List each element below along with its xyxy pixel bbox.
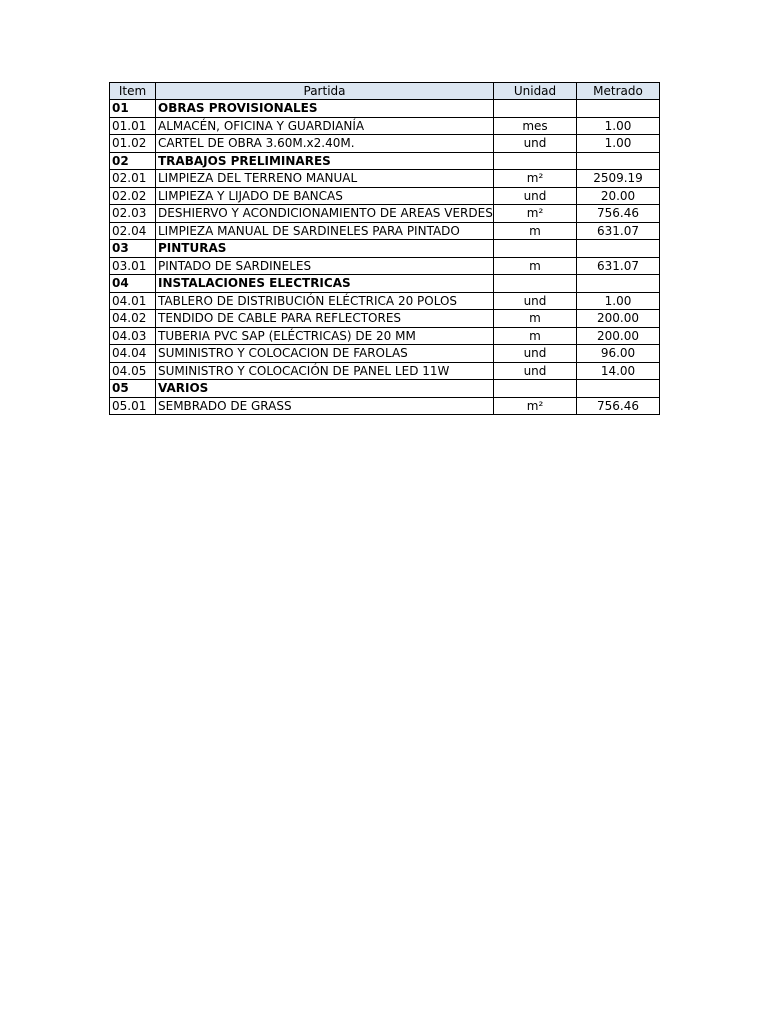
partida-cell: PINTADO DE SARDINELES	[156, 257, 494, 275]
partida-cell: OBRAS PROVISIONALES	[156, 100, 494, 118]
unidad-cell: m²	[494, 170, 577, 188]
unidad-cell: m	[494, 257, 577, 275]
table-row	[110, 345, 660, 363]
item-cell: 04.05	[110, 362, 156, 380]
table-row	[110, 117, 660, 135]
unidad-cell	[494, 100, 577, 118]
unidad-cell: und	[494, 362, 577, 380]
item-cell: 04.01	[110, 292, 156, 310]
table-row	[110, 205, 660, 223]
item-cell: 01	[110, 100, 156, 118]
metrado-cell: 200.00	[577, 327, 660, 345]
metrado-cell: 631.07	[577, 257, 660, 275]
metrado-cell: 1.00	[577, 135, 660, 153]
table-row	[110, 257, 660, 275]
item-cell: 04.02	[110, 310, 156, 328]
item-cell: 04.04	[110, 345, 156, 363]
metrado-cell	[577, 100, 660, 118]
metrado-sheet	[109, 82, 659, 415]
table-header	[110, 83, 660, 100]
partida-cell: INSTALACIONES ELECTRICAS	[156, 275, 494, 293]
unidad-cell: m	[494, 310, 577, 328]
table-row	[110, 362, 660, 380]
metrado-cell	[577, 152, 660, 170]
table-group-row	[110, 380, 660, 398]
metrado-cell	[577, 240, 660, 258]
table-row	[110, 397, 660, 415]
metrado-cell	[577, 275, 660, 293]
table-group-row	[110, 240, 660, 258]
unidad-cell: m	[494, 222, 577, 240]
item-cell: 03.01	[110, 257, 156, 275]
item-cell: 04.03	[110, 327, 156, 345]
partida-cell: SUMINISTRO Y COLOCACION DE FAROLAS	[156, 345, 494, 363]
metrado-cell: 200.00	[577, 310, 660, 328]
partida-cell: SUMINISTRO Y COLOCACIÓN DE PANEL LED 11W	[156, 362, 494, 380]
metrado-cell: 756.46	[577, 397, 660, 415]
header-metrado: Metrado	[577, 83, 660, 100]
metrado-cell: 756.46	[577, 205, 660, 223]
item-cell: 05	[110, 380, 156, 398]
table-row	[110, 170, 660, 188]
item-cell: 02.01	[110, 170, 156, 188]
partida-cell: TENDIDO DE CABLE PARA REFLECTORES	[156, 310, 494, 328]
partida-cell: VARIOS	[156, 380, 494, 398]
item-cell: 05.01	[110, 397, 156, 415]
metrado-cell: 96.00	[577, 345, 660, 363]
table-row	[110, 310, 660, 328]
header-row	[110, 83, 660, 100]
partida-cell: TUBERIA PVC SAP (ELÉCTRICAS) DE 20 MM	[156, 327, 494, 345]
table-row	[110, 187, 660, 205]
partida-cell: LIMPIEZA Y LIJADO DE BANCAS	[156, 187, 494, 205]
item-cell: 01.02	[110, 135, 156, 153]
item-cell: 04	[110, 275, 156, 293]
metrado-cell: 1.00	[577, 117, 660, 135]
metrado-cell: 20.00	[577, 187, 660, 205]
partida-cell: SEMBRADO DE GRASS	[156, 397, 494, 415]
unidad-cell: und	[494, 292, 577, 310]
unidad-cell: m	[494, 327, 577, 345]
unidad-cell: und	[494, 345, 577, 363]
unidad-cell: m²	[494, 205, 577, 223]
unidad-cell	[494, 240, 577, 258]
unidad-cell	[494, 275, 577, 293]
item-cell: 02.04	[110, 222, 156, 240]
unidad-cell: mes	[494, 117, 577, 135]
header-unidad: Unidad	[494, 83, 577, 100]
item-cell: 02.02	[110, 187, 156, 205]
unidad-cell	[494, 152, 577, 170]
unidad-cell	[494, 380, 577, 398]
partida-cell: LIMPIEZA DEL TERRENO MANUAL	[156, 170, 494, 188]
partida-cell: CARTEL DE OBRA 3.60M.x2.40M.	[156, 135, 494, 153]
table-body	[110, 100, 660, 415]
item-cell: 02	[110, 152, 156, 170]
table-group-row	[110, 100, 660, 118]
table-row	[110, 292, 660, 310]
partida-cell: DESHIERVO Y ACONDICIONAMIENTO DE AREAS VERDES	[156, 205, 494, 223]
metrado-cell	[577, 380, 660, 398]
partida-cell: LIMPIEZA MANUAL DE SARDINELES PARA PINTADO	[156, 222, 494, 240]
item-cell: 03	[110, 240, 156, 258]
metrado-cell: 1.00	[577, 292, 660, 310]
unidad-cell: und	[494, 187, 577, 205]
partida-cell: ALMACÉN, OFICINA Y GUARDIANÍA	[156, 117, 494, 135]
table-row	[110, 135, 660, 153]
item-cell: 01.01	[110, 117, 156, 135]
table-group-row	[110, 275, 660, 293]
metrado-cell: 631.07	[577, 222, 660, 240]
table-group-row	[110, 152, 660, 170]
item-cell: 02.03	[110, 205, 156, 223]
metrado-cell: 2509.19	[577, 170, 660, 188]
table-row	[110, 327, 660, 345]
header-item: Item	[110, 83, 156, 100]
header-partida: Partida	[156, 83, 494, 100]
partida-cell: TRABAJOS PRELIMINARES	[156, 152, 494, 170]
partida-cell: TABLERO DE DISTRIBUCIÓN ELÉCTRICA 20 POLOS	[156, 292, 494, 310]
metrado-cell: 14.00	[577, 362, 660, 380]
metrado-table	[109, 82, 660, 415]
table-row	[110, 222, 660, 240]
unidad-cell: und	[494, 135, 577, 153]
partida-cell: PINTURAS	[156, 240, 494, 258]
unidad-cell: m²	[494, 397, 577, 415]
